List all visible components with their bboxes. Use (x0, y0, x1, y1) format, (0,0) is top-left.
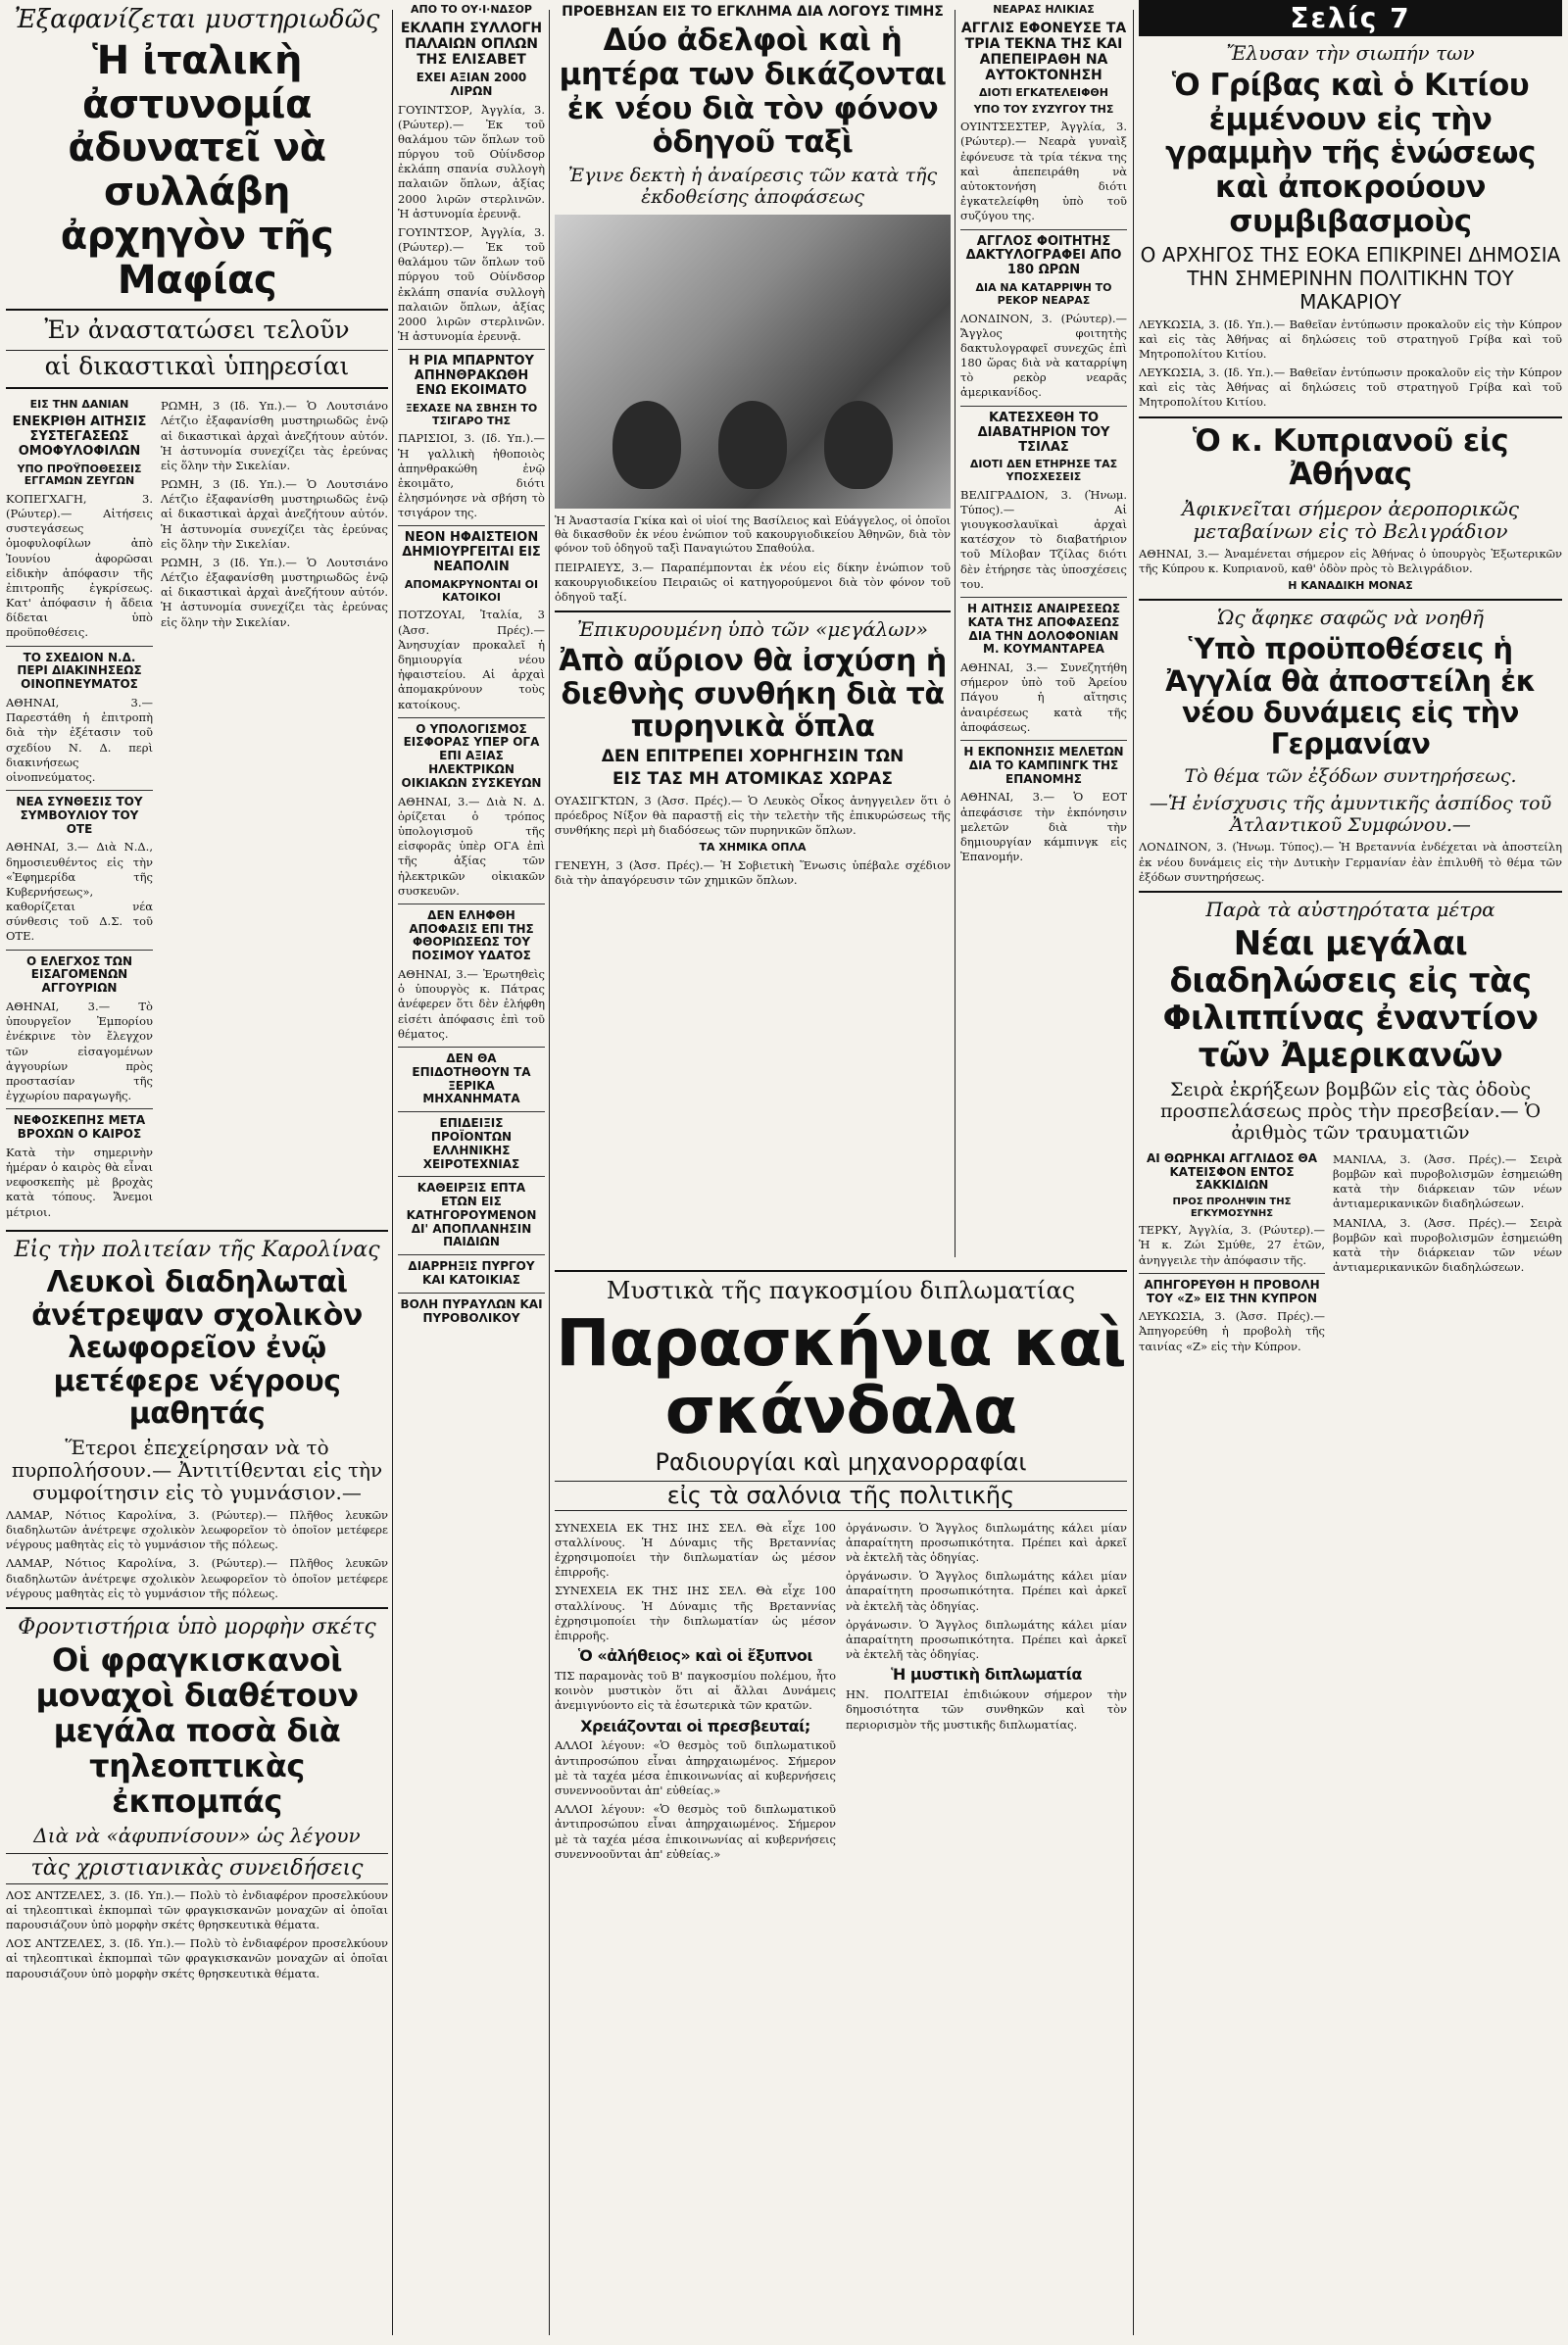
kicker-germany: Ὡς ἄφηκε σαφῶς νὰ νοηθῆ (1217, 606, 1484, 630)
headline-windsor-3: ΕΧΕΙ ΑΞΙΑΝ 2000 ΛΙΡΩΝ (416, 70, 527, 98)
column-rule (955, 10, 956, 1257)
story-kyprianou-body: ΑΘΗΝΑΙ, 3.— Ἀναμένεται σήμερον εἰς Ἀθήνας ὁ ὑπουργὸς Ἐξωτερικῶν τῆς Κύπρου κ. Κυπριανοῦ, καθ' ὁδὸν πρὸς τὸ Βελιγράδιον. (1139, 547, 1562, 576)
kicker-taxi: ΠΡΟΕΒΗΣΑΝ ΕΙΣ ΤΟ ΕΓΚΛΗΜΑ ΔΙΑ ΛΟΓΟΥΣ ΤΙΜΗΣ (562, 4, 944, 20)
divider (1139, 891, 1562, 893)
divider (1139, 599, 1562, 601)
photo-defendants (555, 215, 951, 509)
headline-windsor-1: ΑΠΟ ΤΟ ΟΥ·Ι·ΝΔΣΟΡ (411, 3, 532, 16)
divider (398, 1047, 545, 1048)
feature-col-2 (846, 1517, 1127, 1866)
story-diplomacy-body-4c: ὀργάνωσιν. Ὁ Ἄγγλος διπλωμάτης κάλει μίαν ἀπαραίτητη προσωπικότητα. Πρέπει καὶ ἀρκεῖ νὰ ἐκτελῆ τὰς ὁδηγίας. (846, 1617, 1127, 1662)
headline-burglary: ΔΙΑΡΡΗΞΙΣ ΠΥΡΓΟΥ ΚΑΙ ΚΑΤΟΙΚΙΑΣ (408, 1259, 535, 1288)
divider (398, 1293, 545, 1294)
headline-z-film: ΑΠΗΓΟΡΕΥΘΗ Η ΠΡΟΒΟΛΗ ΤΟΥ «Ζ» ΕΙΣ ΤΗΝ ΚΥΠΡΟΝ (1144, 1277, 1320, 1305)
story-volcano-body: ΠΟΤΖΟΥΑΙ, Ἰταλία, 3 (Ἀσσ. Πρές).— Ἀνησυχίαν προκαλεῖ ἡ δημιουργία νέου ἡφαιστείου. Αἱ ἀρχαὶ ἀπομακρύνουν τοὺς κατοίκους. (398, 608, 545, 711)
headline-mother-4: ΥΠΟ ΤΟΥ ΣΥΖΥΓΟΥ ΤΗΣ (973, 102, 1114, 116)
story-mother-body: ΟΥΙΝΤΣΕΣΤΕΡ, Ἀγγλία, 3. (Ρώυτερ).— Νεαρὰ γυναὶξ ἐφόνευσε τὰ τρία τέκνα της καὶ ἀπεπειράθη νὰ αὐτοκτονήση διότι ἐγκατελείφθη ὑπὸ τοῦ συζύγου της. (960, 120, 1127, 223)
divider (6, 309, 388, 311)
headline-germany: Ὑπὸ προϋποθέσεις ἡ Ἀγγλία θὰ ἀποστείλη ἐκ νέου δυνάμεις εἰς τὴν Γερμανίαν (1165, 632, 1536, 761)
story-philippines (1333, 1148, 1562, 1358)
story-diplomacy-body-1: ΣΥΝΕΧΕΙΑ ΕΚ ΤΗΣ ΙΗΣ ΣΕΛ. Θὰ εἶχε 100 σταλλίνους. Ἡ Δύναμις τῆς Βρεταννίας ἐχρησιμοποίει τὴν διπλωματίαν ὡς μέσον ἐπιρροῆς. (555, 1520, 836, 1580)
headline-bardou: Η ΡΙΑ ΜΠΑΡΝΤΟΥ ΑΠΗΝΘΡΑΚΩΘΗ ΕΝΩ ΕΚΟΙΜΑΤΟ (409, 354, 534, 399)
column-1 (6, 0, 388, 2345)
story-carolina-body-cont: ΛΑΜΑΡ, Νότιος Καρολίνα, 3. (Ρώυτερ).— Πλῆθος λευκῶν διαδηλωτῶν ἀνέτρεψε σχολικὸν λεωφορεῖον τὸ ὁποῖον μετέφερε νέγρους μαθητὰς εἰς τὸ γυμνάσιον τῆς πόλεως. (6, 1556, 388, 1600)
story-bardou-body: ΠΑΡΙΣΙΟΙ, 3. (Ιδ. Υπ.).— Ἡ γαλλικὴ ἠθοποιὸς ἀπηνθρακώθη ἐνῷ ἐκοιμᾶτο, διότι ἐλησμόνησε νὰ σβήση τὸ τσιγάρον της. (398, 431, 545, 520)
subhead-grivas: Ο ΑΡΧΗΓΟΣ ΤΗΣ ΕΟΚΑ ΕΠΙΚΡΙΝΕΙ ΔΗΜΟΣΙΑ ΤΗΝ ΣΗΜΕΡΙΝΗΝ ΠΟΛΙΤΙΚΗΝ ΤΟΥ ΜΑΚΑΡΙΟΥ (1140, 242, 1561, 314)
story-alcohol-body: ΑΘΗΝΑΙ, 3.— Παρεστάθη ἡ ἐπιτροπὴ διὰ τὴν ἐξέτασιν τοῦ σχεδίου Ν. Δ. περὶ διακινήσεως οἰνοπνεύματος. (6, 696, 153, 784)
column-5 (1139, 0, 1562, 2345)
story-fluoride-body: ΑΘΗΝΑΙ, 3.— Ἐρωτηθεὶς ὁ ὑπουργὸς κ. Πάτρας ἀνέφερεν ὅτι δὲν ἐλήφθη εἰσέτι ἀπόφασις ἐπὶ τοῦ θέματος. (398, 967, 545, 1041)
subhead-truthful: Ὁ «ἀλήθειος» καὶ οἱ ἔξυπνοι (577, 1646, 813, 1666)
story-franciscans-body-cont: ΛΟΣ ΑΝΤΖΕΛΕΣ, 3. (Ιδ. Υπ.).— Πολὺ τὸ ἐνδιαφέρον προσελκύουν αἱ τηλεοπτικαὶ ἐκπομπαὶ τῶν φραγκισκανῶν μοναχῶν αἱ ὁποῖαι παρουσιάζουν ὑπὸ μορφὴν σκέτς θρησκευτικὰ θέματα. (6, 1936, 388, 1980)
divider (398, 1254, 545, 1255)
story-diplomacy-body-1b: ΣΥΝΕΧΕΙΑ ΕΚ ΤΗΣ ΙΗΣ ΣΕΛ. Θὰ εἶχε 100 σταλλίνους. Ἡ Δύναμις τῆς Βρεταννίας ἐχρησιμοποίει τὴν διπλωματίαν ὡς μέσον ἐπιρροῆς. (555, 1584, 836, 1642)
subhead-taxi: Ἐγινε δεκτὴ ἡ ἀναίρεσις τῶν κατὰ τῆς ἐκδοθείσης ἀποφάσεως (567, 164, 938, 208)
kicker-grivas: Ἔλυσαν τὴν σιωπήν των (1226, 41, 1475, 65)
headline-appeal: Η ΑΙΤΗΣΙΣ ΑΝΑΙΡΕΣΕΩΣ ΚΑΤΑ ΤΗΣ ΑΠΟΦΑΣΕΩΣ ΔΙΑ ΤΗΝ ΔΟΛΟΦΟΝΙΑΝ Μ. ΚΟΥΜΑΝΤΑΡΕΑ (966, 601, 1121, 657)
headline-ote: ΝΕΑ ΣΥΝΘΕΣΙΣ ΤΟΥ ΣΥΜΒΟΥΛΙΟΥ ΤΟΥ ΟΤΕ (16, 795, 143, 836)
divider (6, 387, 388, 389)
headline-denmark-3: ΥΠΟ ΠΡΟΫΠΟΘΕΣΕΙΣ ΕΓΓΑΜΩΝ ΖΕΥΓΩΝ (17, 462, 142, 488)
divider (555, 1270, 1127, 1272)
subhead-ambassadors: Χρειάζονται οἱ πρεσβευταί; (580, 1716, 810, 1735)
kicker-carolina: Εἰς τὴν πολιτείαν τῆς Καρολίνας (14, 1237, 380, 1262)
sidebar-col5 (1139, 1148, 1325, 1358)
headline-volcano: ΝΕΟΝ ΗΦΑΙΣΤΕΙΟΝ ΔΗΜΙΟΥΡΓΕΙΤΑΙ ΕΙΣ ΝΕΑΠΟΛΙΝ (402, 530, 541, 575)
story-mafia-body: ΡΩΜΗ, 3 (Ιδ. Υπ.).— Ὁ Λουτσιάνο Λέτζιο ἐξαφανίσθη μυστηριωδῶς ἐνῷ αἱ δικαστικαὶ ἀρχαὶ ἀνεζήτουν αὐτόν. Ἡ ἀστυνομία συνεχίζει τὰς ἐρεύνας εἰς ὅλην τὴν Σικελίαν. (161, 399, 388, 472)
divider (398, 349, 545, 350)
headline-nuclear: Ἀπὸ αὔριον θὰ ἰσχύση ἡ διεθνὴς συνθήκη διὰ τὰ πυρηνικὰ ὅπλα (559, 644, 947, 745)
headline-fluoride: ΔΕΝ ΕΛΗΦΘΗ ΑΠΟΦΑΣΙΣ ΕΠΙ ΤΗΣ ΦΘΟΡΙΩΣΕΩΣ ΤΟΥ ΠΟΣΙΜΟΥ ΥΔΑΤΟΣ (409, 907, 534, 963)
headline-rockets: ΒΟΛΗ ΠΥΡΑΥΛΩΝ ΚΑΙ ΠΥΡΟΒΟΛΙΚΟΥ (400, 1296, 543, 1325)
subhead-mafia-2: αἱ δικαστικαὶ ὑπηρεσίαι (6, 350, 388, 381)
story-mafia-main (161, 395, 388, 1224)
column-4 (960, 0, 1127, 1257)
story-typist-body: ΛΟΝΔΙΝΟΝ, 3. (Ρώυτερ).— Ἄγγλος φοιτητὴς δακτυλογραφεῖ συνεχῶς ἐπὶ 180 ὥρας διὰ νὰ καταρρίψη τὸ ρεκὸρ νεαρᾶς ἀμερικανίδος. (960, 311, 1127, 400)
story-diplomacy-body-3: ΑΛΛΟΙ λέγουν: «Ὁ θεσμὸς τοῦ διπλωματικοῦ ἀντιπροσώπου εἶναι ἀπηρχαιωμένος. Σήμερον μὲ τὰ ταχέα μέσα ἐπικοινωνίας αἱ κυβερνήσεις συνεννοοῦνται ἀπ' εὐθείας.» (555, 1738, 836, 1797)
headline-djilas: ΚΑΤΕΣΧΕΘΗ ΤΟ ΔΙΑΒΑΤΗΡΙΟΝ ΤΟΥ ΤΣΙΛΑΣ (977, 410, 1110, 455)
divider (555, 611, 951, 612)
column-rule (392, 10, 393, 2335)
story-diplomacy-body-4b: ὀργάνωσιν. Ὁ Ἄγγλος διπλωμάτης κάλει μίαν ἀπαραίτητη προσωπικότητα. Πρέπει καὶ ἀρκεῖ νὰ ἐκτελῆ τὰς ὁδηγίας. (846, 1569, 1127, 1613)
photo-figures (594, 254, 911, 489)
story-ote-body: ΑΘΗΝΑΙ, 3.— Διὰ Ν.Δ., δημοσιευθέντος εἰς τὴν «Ἐφημερίδα τῆς Κυβερνήσεως», καθορίζεται νέα σύνθεσις τοῦ Δ.Σ. τοῦ ΟΤΕ. (6, 840, 153, 944)
subhead-mafia-1: Ἐν ἀναστατώσει τελοῦν (44, 315, 350, 344)
feature-col-1 (555, 1517, 836, 1866)
headline-chemical: ΤΑ ΧΗΜΙΚΑ ΟΠΛΑ (699, 841, 807, 855)
headline-canada: Η ΚΑΝΑΔΙΚΗ ΜΟΝΑΣ (1288, 579, 1413, 593)
subhead-kyprianou: Ἀφικνεῖται σήμερον ἀεροπορικῶς μεταβαίνων εἰς τὸ Βελιγράδιον (1181, 497, 1520, 544)
subhead-diplomacy-1: Ραδιουργίαι καὶ μηχανορραφίαι (655, 1448, 1027, 1477)
subhead-carolina: Ἕτεροι ἐπεχείρησαν νὰ τὸ πυρπολήσουν.— Ἀντιτίθενται εἰς τὴν συμφοίτησιν εἰς τὸ γυμνάσιον.— (11, 1435, 383, 1504)
headline-mother-3: ΔΙΟΤΙ ΕΓΚΑΤΕΛΕΙΦΘΗ (979, 86, 1108, 100)
story-sacks-body: ΤΕΡΚΥ, Ἀγγλία, 3. (Ρώυτερ).— Ἡ κ. Ζώι Σμύθε, 27 ἐτῶν, ἀνηγγειλε τὴν ἀπόφασιν τῆς. (1139, 1223, 1325, 1267)
kicker-nuclear: Ἐπικυρουμένη ὑπὸ τῶν «μεγάλων» (577, 617, 928, 642)
headline-grivas: Ὁ Γρίβας καὶ ὁ Κιτίου ἐμμένουν εἰς τὴν γραμμὴν τῆς ἑνώσεως καὶ ἀποκρούουν συμβιβασμοὺς (1165, 68, 1536, 239)
story-carolina-body: ΛΑΜΑΡ, Νότιος Καρολίνα, 3. (Ρώυτερ).— Πλῆθος λευκῶν διαδηλωτῶν ἀνέτρεψε σχολικὸν λεωφορεῖον τὸ ὁποῖον μετέφερε νέγρους μαθητὰς εἰς τὸ γυμνάσιον τῆς πόλεως. (6, 1507, 388, 1552)
headline-sentence: ΚΑΘΕΙΡΞΙΣ ΕΠΤΑ ΕΤΩΝ ΕΙΣ ΚΑΤΗΓΟΡΟΥΜΕΝΟΝ ΔΙ' ΑΠΟΠΛΑΝΗΣΙΝ ΠΑΙΔΙΩΝ (406, 1181, 537, 1249)
story-cucumbers-body: ΑΘΗΝΑΙ, 3.— Τὸ ὑπουργεῖον Ἐμπορίου ἐνέκρινε τὸν ἔλεγχον τῶν εἰσαγομένων ἀγγουρίων πρὸς προστασίαν τῆς ἐγχωρίου παραγωγῆς. (6, 1000, 153, 1103)
subhead-philippines: Σειρὰ ἐκρήξεων βομβῶν εἰς τὰς ὁδοὺς προσπελάσεως πρὸς τὴν πρεσβείαν.— Ὁ ἀριθμὸς τῶν τραυματιῶν (1159, 1079, 1542, 1144)
story-nuclear-body: ΟΥΑΣΙΓΚΤΩΝ, 3 (Ἀσσ. Πρές).— Ὁ Λευκὸς Οἶκος ἀνηγγειλεν ὅτι ὁ πρόεδρος Νίξον θὰ παραστῇ εἰς τὴν τελετὴν τῆς ἐπικυρώσεως τῆς συνθήκης περὶ μὴ διαδόσεως τῶν πυρηνικῶν ὅπλων. (555, 793, 951, 838)
headline-carolina: Λευκοὶ διαδηλωταὶ ἀνέτρεψαν σχολικὸν λεωφορεῖον ἐνῷ μετέφερε νέγρους μαθητάς (31, 1264, 363, 1432)
column-3 (555, 0, 951, 1257)
story-mafia-body-cont-2: ΡΩΜΗ, 3 (Ιδ. Υπ.).— Ὁ Λουτσιάνο Λέτζιο ἐξαφανίσθη μυστηριωδῶς ἐνῷ αἱ δικαστικαὶ ἀρχαὶ ἀνεζήτουν αὐτόν. Ἡ ἀστυνομία συνεχίζει τὰς ἐρεύνας εἰς ὅλην τὴν Σικελίαν. (161, 555, 388, 629)
story-taxi-body: ΠΕΙΡΑΙΕΥΣ, 3.— Παραπέμπονται ἐκ νέου εἰς δίκην ἐνώπιον τοῦ κακουργιοδικείου Πειραιῶς οἱ κατηγορούμενοι διὰ τὸν φόνον τοῦ ὁδηγοῦ ταξί. (555, 560, 951, 604)
story-oga-body: ΑΘΗΝΑΙ, 3.— Διὰ Ν. Δ. ὁρίζεται ὁ τρόπος ὑπολογισμοῦ τῆς εἰσφορᾶς ὑπὲρ ΟΓΑ ἐπὶ τῆς ἀξίας τῶν ἠλεκτρικῶν οἰκιακῶν συσκευῶν. (398, 794, 545, 898)
headline-taxi: Δύο ἀδελφοὶ καὶ ἡ μητέρα των δικάζονται ἐκ νέου διὰ τὸν φόνον ὁδηγοῦ ταξὶ (559, 23, 947, 161)
headline-handicraft: ΕΠΙΔΕΙΞΙΣ ΠΡΟΪΟΝΤΩΝ ΕΛΛΗΝΙΚΗΣ ΧΕΙΡΟΤΕΧΝΙΑΣ (422, 1116, 520, 1171)
headline-camping: Η ΕΚΠΟΝΗΣΙΣ ΜΕΛΕΤΩΝ ΔΙΑ ΤΟ ΚΑΜΠΙΝΓΚ ΤΗΣ ΕΠΑΝΟΜΗΣ (963, 744, 1124, 786)
headline-denmark-1: ΕΙΣ ΤΗΝ ΔΑΝΙΑΝ (29, 398, 129, 412)
headline-sacks: ΑΙ ΘΩΡΗΚΑΙ ΑΓΓΛΙΔΟΣ ΘΑ ΚΑΤΕΙΣΦΟΝ ΕΝΤΟΣ ΣΑΚΚΙΔΙΩΝ (1146, 1150, 1318, 1193)
story-diplomacy-body-5: ΗΝ. ΠΟΛΙΤΕΙΑΙ ἐπιδιώκουν σήμερον τὴν δημοσιότητα τῶν συνθηκῶν καὶ τὸν περιορισμὸν τῆς μυστικῆς διπλωματίας. (846, 1687, 1127, 1732)
subhead-franciscans-2: τὰς χριστιανικὰς συνειδήσεις (6, 1853, 388, 1883)
headline-windsor-2: ΕΚΛΑΠΗ ΣΥΛΛΟΓΗ ΠΑΛΑΙΩΝ ΟΠΛΩΝ ΤΗΣ ΕΛΙΣΑΒΕΤ (400, 20, 543, 68)
divider (6, 1607, 388, 1609)
subhead-diplomacy-2: εἰς τὰ σαλόνια τῆς πολιτικῆς (555, 1481, 1127, 1511)
story-diplomacy-body-4: ὀργάνωσιν. Ὁ Ἄγγλος διπλωμάτης κάλει μίαν ἀπαραίτητη προσωπικότητα. Πρέπει καὶ ἀρκεῖ νὰ ἐκτελῆ τὰς ὁδηγίας. (846, 1520, 1127, 1565)
headline-mother-2: ΑΓΓΛΙΣ ΕΦΟΝΕΥΣΕ ΤΑ ΤΡΙΑ ΤΕΚΝΑ ΤΗΣ ΚΑΙ ΑΠΕΠΕΙΡΑΘΗ ΝΑ ΑΥΤΟΚΤΟΝΗΣΗ (960, 20, 1127, 83)
kicker-mafia: Ἐξαφανίζεται μυστηριωδῶς (14, 5, 380, 34)
divider (6, 1108, 153, 1109)
headline-alcohol: ΤΟ ΣΧΕΔΙΟΝ Ν.Δ. ΠΕΡΙ ΔΙΑΚΙΝΗΣΕΩΣ ΟΙΝΟΠΝΕΥΜΑΤΟΣ (17, 650, 142, 692)
headline-franciscans: Οἱ φραγκισκανοὶ μοναχοὶ διαθέτουν μεγάλα ποσὰ διὰ τηλεοπτικὰς ἐκπομπάς (35, 1641, 359, 1820)
sidebar-stories (6, 395, 153, 1224)
photo-figure (612, 401, 681, 489)
divider (398, 717, 545, 718)
kicker-diplomacy: Μυστικὰ τῆς παγκοσμίου διπλωματίας (606, 1277, 1076, 1304)
divider (1139, 416, 1562, 418)
divider (960, 229, 1127, 230)
subhead-typist: ΔΙΑ ΝΑ ΚΑΤΑΡΡΙΨΗ ΤΟ ΡΕΚΟΡ ΝΕΑΡΑΣ (975, 281, 1112, 307)
kicker-franciscans: Φροντιστήρια ὑπὸ μορφὴν σκέτς (18, 1614, 376, 1639)
subhead-secret-diplomacy: Ἡ μυστικὴ διπλωματία (891, 1665, 1082, 1685)
feature-diplomacy (555, 1264, 1127, 2345)
headline-oga: Ο ΥΠΟΛΟΓΙΣΜΟΣ ΕΙΣΦΟΡΑΣ ΥΠΕΡ ΟΓΑ ΕΠΙ ΑΞΙΑΣ ΗΛΕΚΤΡΙΚΩΝ ΟΙΚΙΑΚΩΝ ΣΥΣΚΕΥΩΝ (401, 721, 542, 790)
banner-diplomacy: Παρασκήνια καὶ σκάνδαλα (556, 1304, 1126, 1448)
photo-figure (718, 401, 787, 489)
column-2 (398, 0, 545, 2345)
story-germany-body: ΛΟΝΔΙΝΟΝ, 3. (Ἠνωμ. Τύπος).— Ἡ Βρεταννία ἐνδέχεται νὰ ἀποστείλη ἐκ νέου δυνάμεις εἰς τὴν Δυτικὴν Γερμανίαν ἐὰν ἐπιλυθῆ τὸ θέμα τῶν ἐξόδων συντηρήσεως. (1139, 840, 1562, 884)
story-appeal-body: ΑΘΗΝΑΙ, 3.— Συνεζητήθη σήμερον ὑπὸ τοῦ Ἀρείου Πάγου ἡ αἴτησις ἀναιρέσεως κατὰ τῆς ἀποφάσεως. (960, 660, 1127, 734)
story-franciscans-body: ΛΟΣ ΑΝΤΖΕΛΕΣ, 3. (Ιδ. Υπ.).— Πολὺ τὸ ἐνδιαφέρον προσελκύουν αἱ τηλεοπτικαὶ ἐκπομπαὶ τῶν φραγκισκανῶν μοναχῶν αἱ ὁποῖαι παρουσιάζουν ὑπὸ μορφὴν σκέτς θρησκευτικὰ θέματα. (6, 1887, 388, 1932)
headline-weather: ΝΕΦΟΣΚΕΠΗΣ ΜΕΤΑ ΒΡΟΧΩΝ Ο ΚΑΙΡΟΣ (13, 1113, 146, 1142)
story-mafia-body-cont: ΡΩΜΗ, 3 (Ιδ. Υπ.).— Ὁ Λουτσιάνο Λέτζιο ἐξαφανίσθη μυστηριωδῶς ἐνῷ αἱ δικαστικαὶ ἀρχαὶ ἀνεζήτουν αὐτόν. Ἡ ἀστυνομία συνεχίζει τὰς ἐρεύνας εἰς ὅλην τὴν Σικελίαν. (161, 477, 388, 551)
column-rule (1133, 10, 1134, 2335)
divider (6, 950, 153, 951)
story-weather-body: Κατὰ τὴν σημερινὴν ἡμέραν ὁ καιρὸς θὰ εἶναι νεφοσκεπὴς μὲ βροχὰς κατὰ τόπους. Ἄνεμοι μέτριοι. (6, 1145, 153, 1219)
headline-typist: ΑΓΓΛΟΣ ΦΟΙΤΗΤΗΣ ΔΑΚΤΥΛΟΓΡΑΦΕΙ ΑΠΟ 180 ΩΡΩΝ (965, 233, 1122, 278)
headline-philippines: Νέαι μεγάλαι διαδηλώσεις εἰς τὰς Φιλιππίνας ἐναντίον τῶν Ἀμερικανῶν (1162, 923, 1539, 1076)
photo-caption: Ἡ Ἀναστασία Γκίκα καὶ οἱ υἱοί της Βασίλειος καὶ Εὐάγγελος, οἱ ὁποῖοι θὰ δικασθοῦν ἐκ νέου ἐνώπιον τοῦ κακουργιοδικείου Ἀθηνῶν, διὰ τὸν φόνον τοῦ ὁδηγοῦ ταξὶ Παναγιώτου Σπαθούλα. (555, 513, 951, 556)
divider (6, 646, 153, 647)
divider (398, 525, 545, 526)
story-diplomacy-body-3b: ΑΛΛΟΙ λέγουν: «Ὁ θεσμὸς τοῦ διπλωματικοῦ ἀντιπροσώπου εἶναι ἀπηρχαιωμένος. Σήμερον μὲ τὰ ταχέα μέσα ἐπικοινωνίας αἱ κυβερνήσεις συνεννοοῦνται ἀπ' εὐθείας.» (555, 1802, 836, 1861)
kicker-philippines: Παρὰ τὰ αὐστηρότατα μέτρα (1205, 897, 1495, 921)
headline-mafia: Ἡ ἰταλικὴ ἀστυνομία ἀδυνατεῖ νὰ συλλάβη ἀρχηγὸν τῆς Μαφίας (60, 37, 334, 303)
headline-kyprianou: Ὁ κ. Κυπριανοῦ εἰς Ἀθήνας (1192, 422, 1509, 493)
philippines-body-area (1139, 1148, 1562, 1358)
subhead-franciscans-1: Διὰ νὰ «ἀφυπνίσουν» ὡς λέγουν (33, 1824, 361, 1848)
divider (6, 790, 153, 791)
divider (398, 1111, 545, 1112)
subhead-nuclear-2: ΕΙΣ ΤΑΣ ΜΗ ΑΤΟΜΙΚΑΣ ΧΩΡΑΣ (612, 769, 893, 790)
feature-columns (555, 1517, 1127, 1866)
headline-machinery: ΔΕΝ ΘΑ ΕΠΙΔΟΤΗΘΟΥΝ ΤΑ ΞΕΡΙΚΑ ΜΗΧΑΝΗΜΑΤΑ (412, 1050, 531, 1106)
story-grivas-body-cont: ΛΕΥΚΩΣΙΑ, 3. (Ιδ. Υπ.).— Βαθεῖαν ἐντύπωσιν προκαλοῦν εἰς τὴν Κύπρον καὶ εἰς τὰς Ἀθήνας αἱ δηλώσεις τοῦ στρατηγοῦ Γρίβα καὶ τοῦ Μητροπολίτου Κιτίου. (1139, 366, 1562, 410)
subhead-sacks: ΠΡΟΣ ΠΡΟΛΗΨΙΝ ΤΗΣ ΕΓΚΥΜΟΣΥΝΗΣ (1172, 1197, 1292, 1219)
subhead-djilas: ΔΙΟΤΙ ΔΕΝ ΕΤΗΡΗΣΕ ΤΑΣ ΥΠΟΣΧΕΣΕΙΣ (969, 458, 1118, 484)
subhead-germany-2: —Ἡ ἐνίσχυσις τῆς ἀμυντικῆς ἀσπίδος τοῦ Ἀτλαντικοῦ Συμφώνου.— (1149, 792, 1552, 836)
story-diplomacy-body-2: ΤΙΣ παραμονὰς τοῦ Β' παγκοσμίου πολέμου, ἦτο κοινὸν μυστικὸν ὅτι αἱ ἄλλαι Δυνάμεις ἀνεμιγνύοντο εἰς τὰ ἐσωτερικὰ τῶν κρατῶν. (555, 1669, 836, 1713)
divider (960, 406, 1127, 407)
headline-cucumbers: Ο ΕΛΕΓΧΟΣ ΤΩΝ ΕΙΣΑΓΟΜΕΝΩΝ ΑΓΓΟΥΡΙΩΝ (26, 953, 132, 996)
story-grivas-body: ΛΕΥΚΩΣΙΑ, 3. (Ιδ. Υπ.).— Βαθεῖαν ἐντύπωσιν προκαλοῦν εἰς τὴν Κύπρον καὶ εἰς τὰς Ἀθήνας αἱ δηλώσεις τοῦ στρατηγοῦ Γρίβα καὶ τοῦ Μητροπολίτου Κιτίου. (1139, 317, 1562, 361)
column-rule (549, 10, 550, 2335)
divider (960, 597, 1127, 598)
story-z-film-body: ΛΕΥΚΩΣΙΑ, 3. (Ἀσσ. Πρές).— Ἀπηγορεύθη ἡ προβολὴ τῆς ταινίας «Ζ» εἰς τὴν Κύπρον. (1139, 1309, 1325, 1353)
divider (960, 740, 1127, 741)
photo-figure (824, 401, 893, 489)
story-windsor-body: ΓΟΥΙΝΤΣΟΡ, Ἀγγλία, 3. (Ρώυτερ).— Ἐκ τοῦ θαλάμου τῶν ὅπλων τοῦ πύργου τοῦ Οὐίνδσορ ἐκλάπη σπανία συλλογὴ παλαιῶν ὅπλων, ἀξίας 2000 λιρῶν στερλινῶν. Ἡ ἀστυνομία ἐρευνᾷ. (398, 102, 545, 220)
mafia-body-area (6, 395, 388, 1224)
page-number-masthead: Σελίς 7 (1139, 0, 1562, 36)
subhead-germany-1: Τὸ θέμα τῶν ἐξόδων συντηρήσεως. (1184, 764, 1517, 787)
story-windsor-body-cont: ΓΟΥΙΝΤΣΟΡ, Ἀγγλία, 3. (Ρώυτερ).— Ἐκ τοῦ θαλάμου τῶν ὅπλων τοῦ πύργου τοῦ Οὐίνδσορ ἐκλάπη σπανία συλλογὴ παλαιῶν ὅπλων, ἀξίας 2000 λιρῶν στερλινῶν. Ἡ ἀστυνομία ἐρευνᾷ. (398, 224, 545, 344)
subhead-nuclear-1: ΔΕΝ ΕΠΙΤΡΕΠΕΙ ΧΟΡΗΓΗΣΙΝ ΤΩΝ (601, 746, 905, 766)
divider (6, 1230, 388, 1232)
headline-mother-1: ΝΕΑΡΑΣ ΗΛΙΚΙΑΣ (993, 3, 1095, 16)
story-djilas-body: ΒΕΛΙΓΡΑΔΙΟΝ, 3. (Ἠνωμ. Τύπος).— Αἱ γιουγκοσλαυϊκαὶ ἀρχαὶ κατέσχον τὸ διαβατήριον τοῦ Μίλοβαν Τζίλας διότι δὲν ἐτήρησε τὰς ὑποσχέσεις του. (960, 487, 1127, 591)
divider (1139, 1273, 1325, 1274)
story-chemical-body: ΓΕΝΕΥΗ, 3 (Ἀσσ. Πρές).— Ἡ Σοβιετικὴ Ἕνωσις ὑπέβαλε σχέδιον διὰ τὴν ἀπαγόρευσιν τῶν χημικῶν ὅπλων. (555, 858, 951, 888)
story-denmark-body: ΚΟΠΕΓΧΑΓΗ, 3. (Ρώυτερ).— Αἰτήσεις συστεγάσεως ὁμοφυλοφίλων ἀπὸ Ἰουνίου ἀφορῶσαι εἰδικὴν ἀπόφασιν τῆς ἐπιτροπῆς ἐγκρίσεως. Κατ' ἀπόφασιν ἡ ἄδεια δίδεται ὑπὸ προϋποθέσεις. (6, 491, 153, 640)
story-philippines-body: ΜΑΝΙΛΑ, 3. (Ἀσσ. Πρές).— Σειρὰ βομβῶν καὶ πυροβολισμῶν ἐσημειώθη κατὰ τὴν διάρκειαν τῶν νέων ἀντιαμερικανικῶν διαδηλώσεων. (1333, 1151, 1562, 1211)
subhead-volcano: ΑΠΟΜΑΚΡΥΝΟΝΤΑΙ ΟΙ ΚΑΤΟΙΚΟΙ (404, 578, 539, 604)
divider (398, 1176, 545, 1177)
story-philippines-body-cont: ΜΑΝΙΛΑ, 3. (Ἀσσ. Πρές).— Σειρὰ βομβῶν καὶ πυροβολισμῶν ἐσημειώθη κατὰ τὴν διάρκειαν τῶν νέων ἀντιαμερικανικῶν διαδηλώσεων. (1333, 1215, 1562, 1275)
story-camping-body: ΑΘΗΝΑΙ, 3.— Ὁ ΕΟΤ ἀπεφάσισε τὴν ἐκπόνησιν μελετῶν διὰ τὴν δημιουργίαν κάμπινγκ εἰς Ἐπανομήν. (960, 790, 1127, 864)
subhead-bardou: ΞΕΧΑΣΕ ΝΑ ΣΒΗΣΗ ΤΟ ΤΣΙΓΑΡΟ ΤΗΣ (405, 402, 538, 427)
headline-denmark-2: ΕΝΕΚΡΙΘΗ ΑΙΤΗΣΙΣ ΣΥΣΤΕΓΑΣΕΩΣ ΟΜΟΦΥΛΟΦΙΛΩΝ (12, 414, 147, 459)
